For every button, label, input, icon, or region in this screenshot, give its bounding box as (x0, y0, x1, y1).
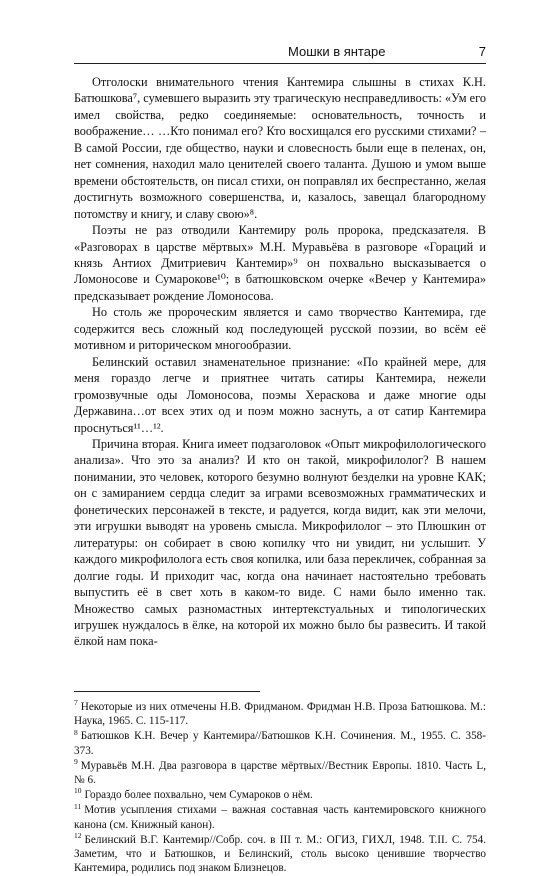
footnote (74, 759, 486, 787)
footnote-text: Мотив усыпления стихами – важная составная часть кантемировского книжного канона (см. Книжный канон). (74, 804, 486, 831)
footnote-text: Муравьёв М.Н. Два разговора в царстве мёртвых//Вестник Европы. 1810. Часть L, № 6. (74, 759, 486, 787)
footnote (74, 803, 486, 831)
footnote-number: 9 (74, 757, 78, 767)
footnote-number: 10 (74, 786, 82, 796)
footnote-text: Батюшков К.Н. Вечер у Кантемира//Батюшков К.Н. Сочинения. М., 1955. С. 358-373. (74, 730, 486, 757)
running-header (74, 42, 486, 62)
header-rule (74, 63, 486, 64)
footnote (74, 729, 486, 757)
body-text (74, 74, 486, 650)
footnote (74, 833, 486, 876)
paragraph: Отголоски внимательного чтения Кантемира слышны в стихах К.Н. Батюшкова⁷, сумевшего выразить эту трагическую несправедливость: «Ум его имел свойства, редко соединяемые: основательность, точность и воображение… …Кто понимал его? Кто восхищался его русскими стихами? – В самой России, где общество, науки и словесность были еще в пеленах, он, нет сомнения, находил мало ценителей своего таланта. Душою и умом выше времени обстоятельств, он писал стихи, он поправлял их беспрестанно, желая достигнуть возможного совершенства, и, казалось, завещал благородному потомству и книгу, и славу свою»⁸. (74, 75, 486, 221)
footnote-number: 7 (74, 698, 78, 708)
footnote-number: 8 (74, 727, 78, 737)
footnote-text: Некоторые из них отмечены Н.В. Фридманом. Фридман Н.В. Проза Батюшкова. М.: Наука, 1965. С. 115-117. (74, 701, 486, 728)
footnotes (74, 700, 486, 876)
running-title: Мошки в янтаре (288, 44, 386, 59)
footnote-number: 12 (74, 831, 82, 841)
paragraph: Причина вторая. Книга имеет подзаголовок «Опыт микрофилологического анализа». Что это за анализ? И кто он такой, микрофилолог? В нашем понимании, это человек, которого безумно волнуют безделки на уровне КАК; он с замиранием сердца следит за играми всевозможных грамматических и фонетических персонажей в тексте, и радуется, когда видит, как эти мелочи, эти игрушки выводят на уровень смысла. Микрофилолог – это Плюшкин от литературы: он собирает в свою копилку что ни увидит, ни услышит. У каждого микрофилолога есть своя копилка, или база перекличек, собранная за долгие годы. И приходит час, когда она начинает настоятельно требовать выпустить её в свет хоть в каком-то виде. С нами было именно так. Множество самых разномастных интертекстуальных и типологических игрушек нуждалось в ёлке, на которой их можно было бы развесить. И такой ёлкой нам пока- (74, 436, 486, 649)
footnote-text: Гораздо более похвально, чем Сумароков о нём. (84, 789, 313, 802)
paragraph: Поэты не раз отводили Кантемиру роль пророка, предсказателя. В «Разговорах в царстве мёртвых» М.Н. Муравьёва в разговоре «Гораций и князь Антиох Дмитриевич Кантемир»⁹ он похвально высказывается о Ломоносове и Сумарокове¹⁰; в батюшковском очерке «Вечер у Кантемира» предсказывает рождение Ломоносова. (74, 223, 486, 303)
footnote-separator (74, 691, 260, 692)
footnote-text: Белинский В.Г. Кантемир//Собр. соч. в III т. М.: ОГИЗ, ГИХЛ, 1948. Т.II. С. 754. Заметим, что и Батюшков, и Белинский, столь высоко ценившие творчество Кантемира, родились под знаком Близнецов. (74, 833, 486, 875)
paragraph: Но столь же пророческим является и само творчество Кантемира, где содержится весь сложный код последующей русской поэзии, во всём её мотивном и риторическом многообразии. (74, 305, 486, 353)
footnote-number: 11 (74, 801, 82, 811)
footnote (74, 700, 486, 728)
paragraph: Белинский оставил знаменательное признание: «По крайней мере, для меня гораздо легче и приятнее читать сатиры Кантемира, нежели громозвучные оды Ломоносова, поэмы Хераскова и даже многие оды Державина…от всех этих од и поэм можно заснуть, а от сатир Кантемира проснуться¹¹…¹². (74, 354, 486, 435)
footnote (74, 788, 486, 802)
page-number: 7 (478, 44, 486, 59)
